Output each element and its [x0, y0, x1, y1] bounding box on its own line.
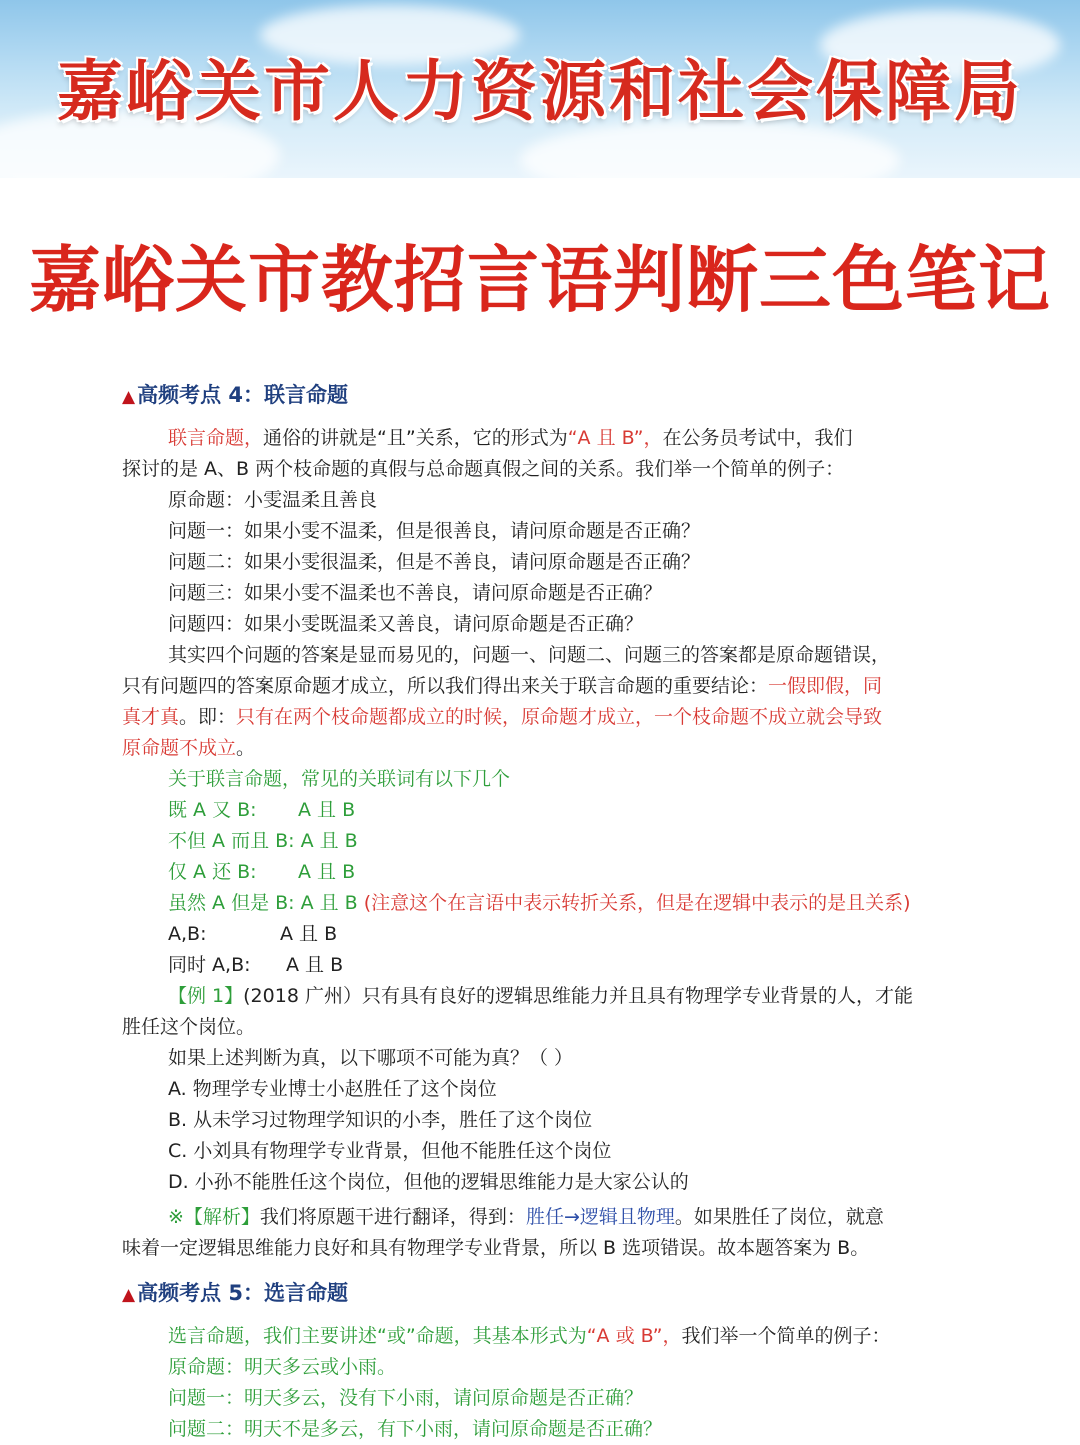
keyword-form: A 且 B — [298, 861, 356, 883]
conclusion-highlight: 真才真 — [122, 706, 180, 728]
keyword-term: 既 A 又 B: — [168, 799, 257, 821]
paragraph: 其实四个问题的答案是显而易见的，问题一、问题二、问题三的答案都是原命题错误， — [168, 644, 891, 666]
triangle-icon: ▲ — [122, 1285, 136, 1305]
option-c: C. 小刘具有物理学专业背景，但他不能胜任这个岗位 — [168, 1140, 612, 1162]
example-stem — [122, 981, 984, 1012]
keyword-term: A,B: — [168, 923, 207, 945]
keyword-term: 同时 A,B: — [168, 954, 251, 976]
text: 。 — [236, 737, 256, 759]
keyword-term: 虽然 A 但是 B: A 且 B — [168, 892, 358, 914]
text: 我们举一个简单的例子： — [681, 1325, 891, 1347]
question-4: 问题四：如果小雯既温柔又善良，请问原命题是否正确？ — [168, 613, 644, 635]
question-2: 问题二：明天不是多云，有下小雨，请问原命题是否正确？ — [168, 1418, 663, 1440]
keyword-form: A 且 B — [300, 830, 358, 852]
text: 在公务员考试中，我们 — [662, 427, 853, 449]
keyword-term: 仅 A 还 B: — [168, 861, 257, 883]
text: 。即： — [179, 706, 237, 728]
keyword-line — [122, 950, 984, 981]
term-highlight: 联言命题， — [168, 427, 264, 449]
keyword-line — [122, 795, 984, 826]
analysis: 味着一定逻辑思维能力良好和具有物理学专业背景，所以 B 选项错误。故本题答案为 B。 — [122, 1237, 870, 1259]
original-proposition: 原命题：小雯温柔且善良 — [168, 489, 378, 511]
option-d: D. 小孙不能胜任这个岗位，但他的逻辑思维能力是大家公认的 — [168, 1171, 689, 1193]
text: (2018 广州）只有具有良好的逻辑思维能力并且具有物理学专业背景的人，才能 — [243, 985, 913, 1007]
keyword-form: A 且 B — [298, 799, 356, 821]
page-title: 嘉峪关市教招言语判断三色笔记 — [28, 238, 1051, 322]
section-heading-4 — [122, 380, 984, 413]
original-proposition: 原命题：明天多云或小雨。 — [168, 1356, 397, 1378]
banner-title: 嘉峪关市人力资源和社会保障局 — [57, 52, 1023, 130]
keyword-line — [122, 857, 984, 888]
paragraph — [122, 1321, 984, 1352]
text: 我们将原题干进行翻译，得到： — [259, 1206, 526, 1228]
keywords-intro: 关于联言命题，常见的关联词有以下几个 — [168, 768, 511, 790]
header-banner — [0, 0, 1080, 178]
conclusion-highlight: 原命题不成立 — [122, 737, 237, 759]
text: 通俗的讲就是“且”关系，它的形式为 — [263, 427, 568, 449]
question-1: 问题一：如果小雯不温柔，但是很善良，请问原命题是否正确？ — [168, 520, 701, 542]
analysis-tag: ※【解析】 — [168, 1206, 260, 1228]
option-a: A. 物理学专业博士小赵胜任了这个岗位 — [168, 1078, 497, 1100]
section-heading-5 — [122, 1278, 984, 1311]
text: 。如果胜任了岗位，就意 — [674, 1206, 884, 1228]
keyword-line — [122, 919, 984, 950]
section-heading-text: 高频考点 4：联言命题 — [137, 383, 349, 407]
option-b: B. 从未学习过物理学知识的小李，胜任了这个岗位 — [168, 1109, 593, 1131]
example-question: 如果上述判断为真，以下哪项不可能为真？（ ） — [168, 1047, 574, 1069]
term-highlight: 选言命题，我们主要讲述“或”命题，其基本形式为 — [168, 1325, 587, 1347]
question-1: 问题一：明天多云，没有下小雨，请问原命题是否正确？ — [168, 1387, 644, 1409]
analysis-formula: 胜任→逻辑且物理 — [525, 1206, 675, 1228]
paragraph — [122, 733, 984, 764]
question-3: 问题三：如果小雯不温柔也不善良，请问原命题是否正确？ — [168, 582, 663, 604]
document-body — [122, 380, 984, 1445]
keyword-line — [122, 888, 984, 919]
form-highlight: “A 或 B”， — [586, 1325, 682, 1347]
keyword-form: A 且 B — [286, 954, 344, 976]
paragraph: 探讨的是 A、B 两个枝命题的真假与总命题真假之间的关系。我们举一个简单的例子： — [122, 458, 845, 480]
paragraph — [122, 423, 984, 454]
analysis — [122, 1202, 984, 1233]
keyword-line — [122, 826, 984, 857]
text: 只有问题四的答案原命题才成立，所以我们得出来关于联言命题的重要结论： — [122, 675, 769, 697]
conclusion-highlight: 一假即假，同 — [768, 675, 883, 697]
keyword-form: A 且 B — [280, 923, 338, 945]
conclusion-highlight: 只有在两个枝命题都成立的时候，原命题才成立，一个枝命题不成立就会导致 — [236, 706, 883, 728]
triangle-icon: ▲ — [122, 387, 136, 407]
form-highlight: “A 且 B”， — [567, 427, 663, 449]
question-2: 问题二：如果小雯很温柔，但是不善良，请问原命题是否正确？ — [168, 551, 701, 573]
keyword-note: (注意这个在言语中表示转折关系，但是在逻辑中表示的是且关系) — [363, 892, 911, 914]
example-tag: 【例 1】 — [168, 985, 244, 1007]
paragraph — [122, 671, 984, 702]
paragraph — [122, 702, 984, 733]
keyword-term: 不但 A 而且 B: — [168, 830, 295, 852]
example-stem: 胜任这个岗位。 — [122, 1016, 256, 1038]
section-heading-text: 高频考点 5：选言命题 — [137, 1281, 349, 1305]
